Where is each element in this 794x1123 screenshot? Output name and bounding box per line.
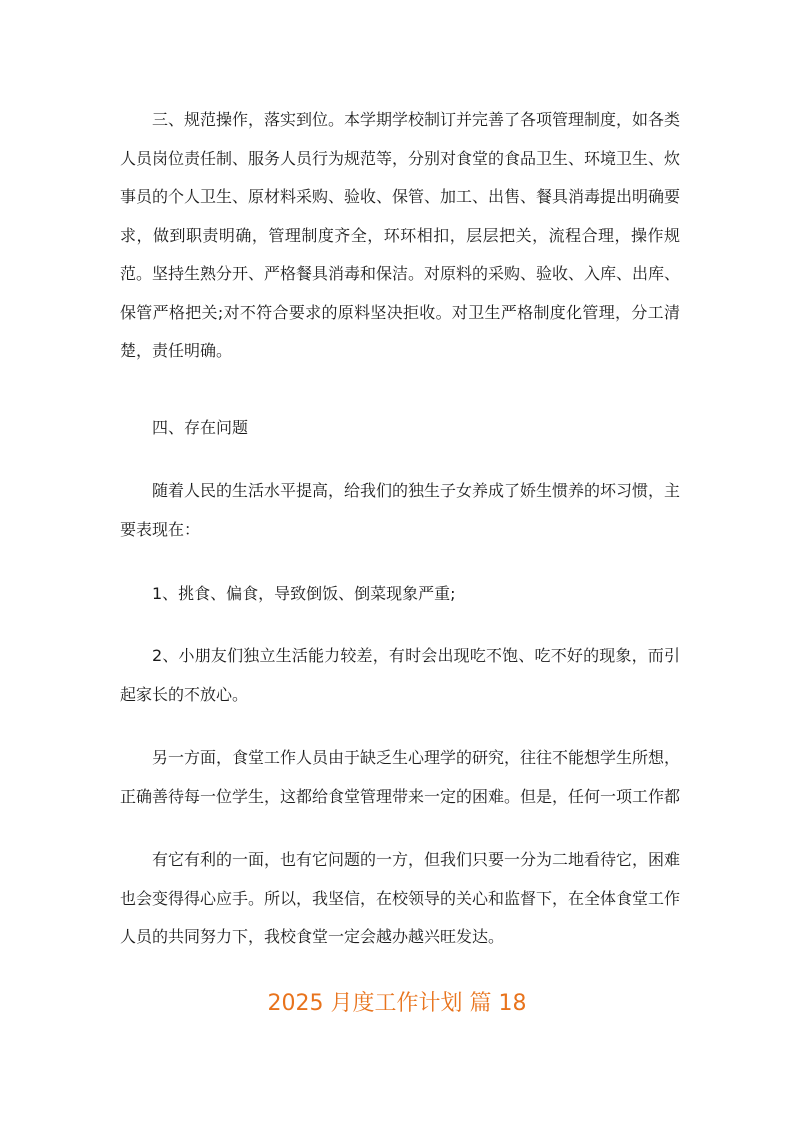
section-heading: 2025 月度工作计划 篇 18 xyxy=(267,991,527,1016)
paragraph-problems-intro: 随着人民的生活水平提高，给我们的独生子女养成了娇生惯养的坏习惯，主要表现在： xyxy=(120,481,681,539)
paragraph-standard-operation: 三、规范操作，落实到位。本学期学校制订并完善了各项管理制度，如各类人员岗位责任制、服务人员行为规范等，分别对食堂的食品卫生、环境卫生、炊事员的个人卫生、原材料采购、验收、保管、加工、出售、餐具消毒提出明确要求，做到职责明确，管理制度齐全，环环相扣，层层把关，流程合理，操作规范。坚持生熟分开、严格餐具消毒和保洁。对原料的采购、验收、入库、出库、保管严格把关;对不符合要求的原料坚决拒收。对卫生严格制度化管理，分工清楚，责任明确。 xyxy=(120,110,681,360)
paragraph-other-aspect: 另一方面，食堂工作人员由于缺乏生心理学的研究，往往不能想学生所想，正确善待每一位学生，这都给食堂管理带来一定的困难。但是，任何一项工作都 xyxy=(120,748,681,806)
paragraph-problem-2: 2、小朋友们独立生活能力较差，有时会出现吃不饱、吃不好的现象，而引起家长的不放心。 xyxy=(120,646,680,704)
paragraph-existing-problems-title: 四、存在问题 xyxy=(152,418,249,437)
paragraph-problem-1: 1、挑食、偏食，导致倒饭、倒菜现象严重; xyxy=(152,584,456,603)
paragraph-conclusion: 有它有利的一面，也有它问题的一方，但我们只要一分为二地看待它，困难也会变得得心应手。所以，我坚信，在校领导的关心和监督下，在全体食堂工作人员的共同努力下，我校食堂一定会越办越兴旺发达。 xyxy=(120,850,681,946)
